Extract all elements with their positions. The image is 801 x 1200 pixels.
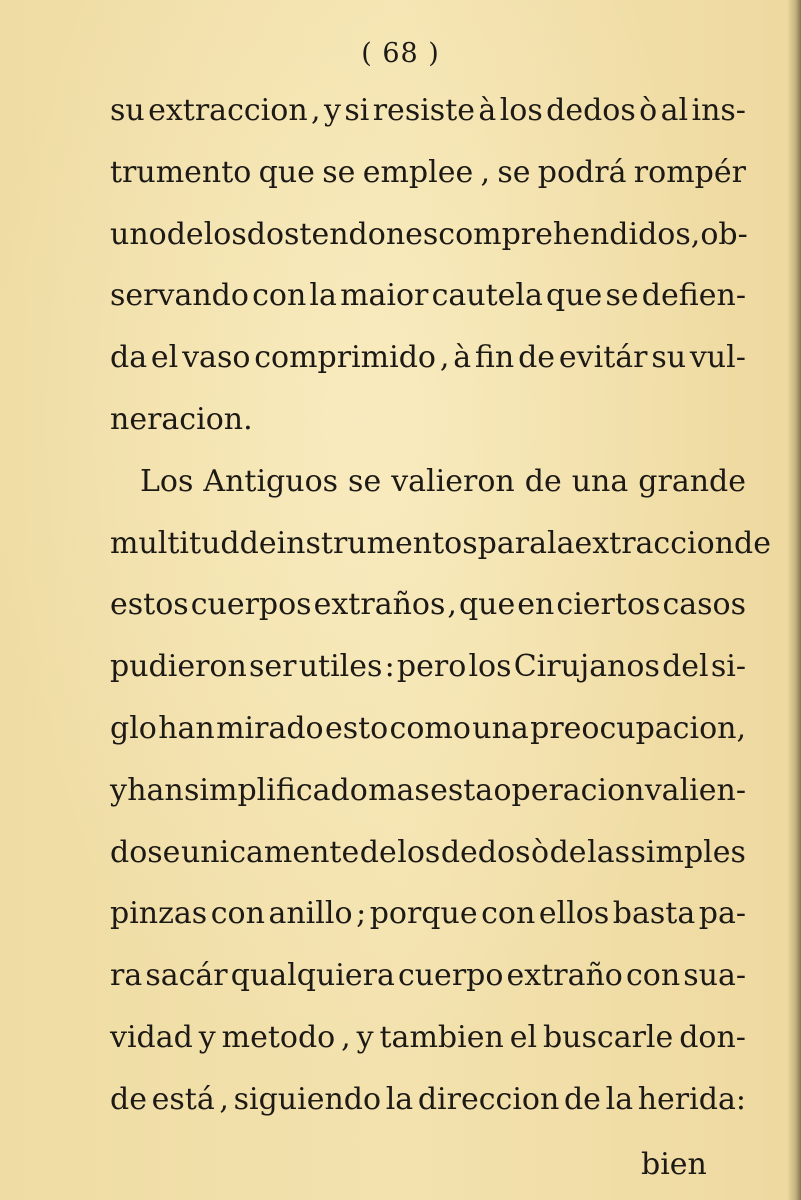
text-line: multitud de instrumentos para la extraccion de bbox=[110, 525, 771, 561]
text-line: pinzas con anillo ; porque con ellos basta pa- bbox=[110, 896, 746, 932]
page-edge-shadow bbox=[787, 0, 801, 1200]
page-number: ( 68 ) bbox=[361, 38, 440, 69]
text-line: vidad y metodo , y tambien el buscarle don- bbox=[110, 1019, 746, 1055]
text-line: de está , siguiendo la direccion de la herida: bbox=[110, 1081, 746, 1117]
text-line: su extraccion , y si resiste à los dedos ò al ins- bbox=[110, 93, 746, 128]
text-line: pudieron ser utiles : pero los Cirujanos del si- bbox=[110, 649, 746, 685]
text-line: y han simplificado mas esta operacion valien- bbox=[110, 772, 746, 808]
text-line: trumento que se emplee , se podrá rompér bbox=[110, 154, 746, 190]
text-line: neracion. bbox=[110, 401, 253, 437]
catchword: bien bbox=[641, 1147, 707, 1182]
text-line: uno de los dos tendones comprehendidos , ob- bbox=[110, 216, 748, 252]
text-line: da el vaso comprimido , à fin de evitár su vul- bbox=[110, 340, 746, 376]
text-line: servando con la maior cautela que se defien- bbox=[110, 278, 746, 314]
text-line: dose unicamente de los dedos ò de las simples bbox=[110, 834, 746, 870]
text-line: Los Antiguos se valieron de una grande bbox=[140, 463, 746, 499]
body-text bbox=[110, 80, 771, 1131]
text-line: ra sacár qualquiera cuerpo extraño con sua- bbox=[110, 958, 746, 994]
text-line: glo han mirado esto como una preocupacion, bbox=[110, 710, 746, 746]
text-line: estos cuerpos extraños , que en ciertos casos bbox=[110, 587, 746, 623]
